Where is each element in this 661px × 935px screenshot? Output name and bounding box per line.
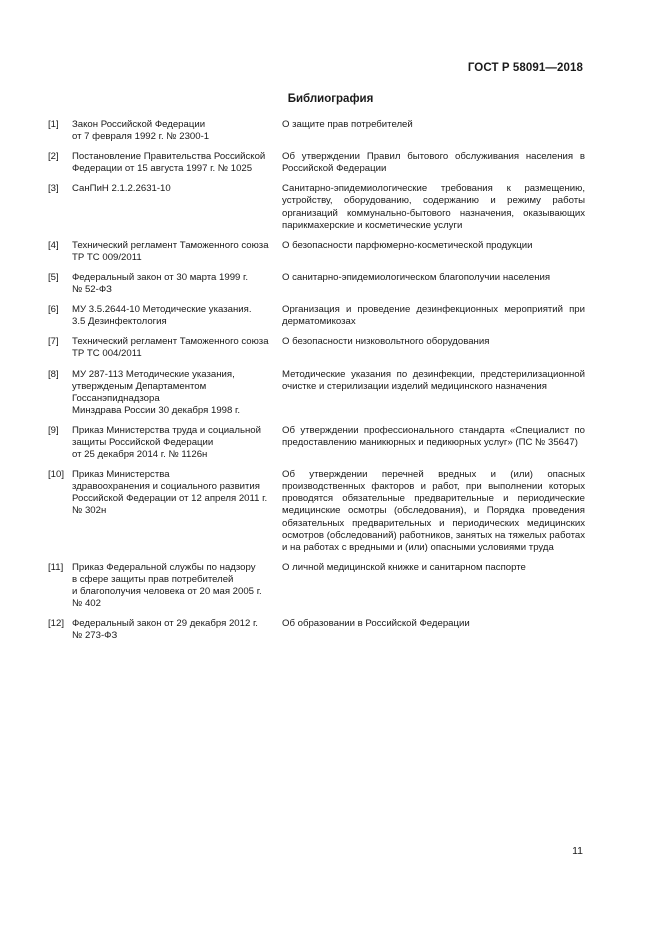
entry-source: Закон Российской Федерации от 7 февраля 1992 г. № 2300-1	[72, 119, 210, 143]
standard-code: ГОСТ Р 58091—2018	[467, 62, 583, 74]
entry-number: [9]	[48, 424, 59, 436]
entry-source: Технический регламент Таможенного союза ТР ТС 004/2011	[72, 336, 269, 360]
entry-source: МУ 3.5.2644-10 Методические указания. 3.5 Дезинфектология	[72, 304, 252, 328]
entry-description: О защите прав потребителей	[282, 119, 413, 130]
entry-source: Технический регламент Таможенного союза ТР ТС 009/2011	[72, 239, 269, 263]
entry-number: [5]	[48, 271, 59, 283]
bibliography-entry	[48, 119, 585, 143]
entry-number: [6]	[48, 304, 59, 316]
entry-number: [12]	[48, 618, 65, 630]
entry-description: Об утверждении Правил бытового обслуживания населения в Российской Федерации	[282, 151, 585, 175]
entry-source: СанПиН 2.1.2.2631-10	[72, 183, 171, 195]
entry-number: [2]	[48, 151, 59, 163]
entry-number: [7]	[48, 336, 59, 348]
entry-number: [10]	[48, 469, 65, 481]
entry-description: Об утверждении профессионального стандарта «Специалист по предоставлению маникюрных и педикюрных услуг» (ПС № 35647)	[282, 424, 585, 448]
bibliography-entry	[48, 369, 585, 417]
entry-description: О личной медицинской книжке и санитарном паспорте	[282, 561, 526, 573]
entry-number: [1]	[48, 119, 59, 130]
entry-source: Федеральный закон от 30 марта 1999 г. № 52-ФЗ	[72, 271, 249, 296]
entry-description: Санитарно-эпидемиологические требования к размещению, устройству, оборудованию, содержанию и режиму работы организаций коммунально-бытового назначения, оказывающих парикмахерские и косметические услуги	[282, 183, 585, 231]
entry-source: Приказ Министерства труда и социальной защиты Российской Федерации от 25 декабря 2014 г. № 1126н	[72, 424, 261, 461]
page-number: 11	[572, 845, 583, 857]
entry-number: [4]	[48, 239, 59, 251]
entry-source: Федеральный закон от 29 декабря 2012 г. № 273-ФЗ	[72, 618, 258, 642]
entry-source: Приказ Министерства здравоохранения и социального развития Российской Федерации от 12 апреля 2011 г. № 302н	[72, 469, 268, 517]
entry-number: [3]	[48, 183, 59, 195]
entry-description: О безопасности парфюмерно-косметической продукции	[282, 239, 533, 251]
entry-source: Постановление Правительства Российской Федерации от 15 августа 1997 г. № 1025	[72, 151, 266, 175]
entry-source: Приказ Федеральной службы по надзору в сфере защиты прав потребителей и благополучия человека от 20 мая 2005 г. № 402	[72, 561, 262, 610]
entry-number: [8]	[48, 368, 59, 380]
bibliography-list	[48, 119, 585, 650]
entry-description: О безопасности низковольтного оборудования	[282, 336, 490, 348]
bibliography-entry	[48, 151, 585, 175]
bibliography-entry	[48, 425, 585, 461]
page-title: Библиография	[287, 93, 374, 105]
entry-description: Об утверждении перечней вредных и (или) опасных производственных факторов и работ, при выполнении которых проводятся обязательные предварительные и периодические медицинские осмотры (обследования), и Порядка проведения обязательных предварительных и периодических медицинских осмотров (обследований) работников, занятых на тяжелых работах и на работах с вредными и (или) опасными условиями труда	[282, 469, 585, 553]
entry-source: МУ 287-113 Методические указания, утвержденым Департаментом Госсанэпиднадзора Минздрава России 30 декабря 1998 г.	[72, 368, 240, 416]
entry-description: Об образовании в Российской Федерации	[282, 618, 470, 630]
bibliography-entry	[48, 618, 585, 642]
bibliography-entry	[48, 336, 585, 360]
bibliography-entry	[48, 469, 585, 554]
entry-number: [11]	[48, 561, 64, 573]
entry-description: Организация и проведение дезинфекционных мероприятий при дерматомикозах	[282, 304, 585, 328]
bibliography-entry	[48, 272, 585, 296]
entry-description: О санитарно-эпидемиологическом благополучии населения	[282, 271, 551, 283]
bibliography-entry	[48, 304, 585, 328]
entry-description: Методические указания по дезинфекции, предстерилизационной очистке и стерилизации изделий медицинского назначения	[282, 368, 585, 392]
bibliography-entry	[48, 240, 585, 264]
bibliography-entry	[48, 183, 585, 231]
bibliography-entry	[48, 562, 585, 610]
